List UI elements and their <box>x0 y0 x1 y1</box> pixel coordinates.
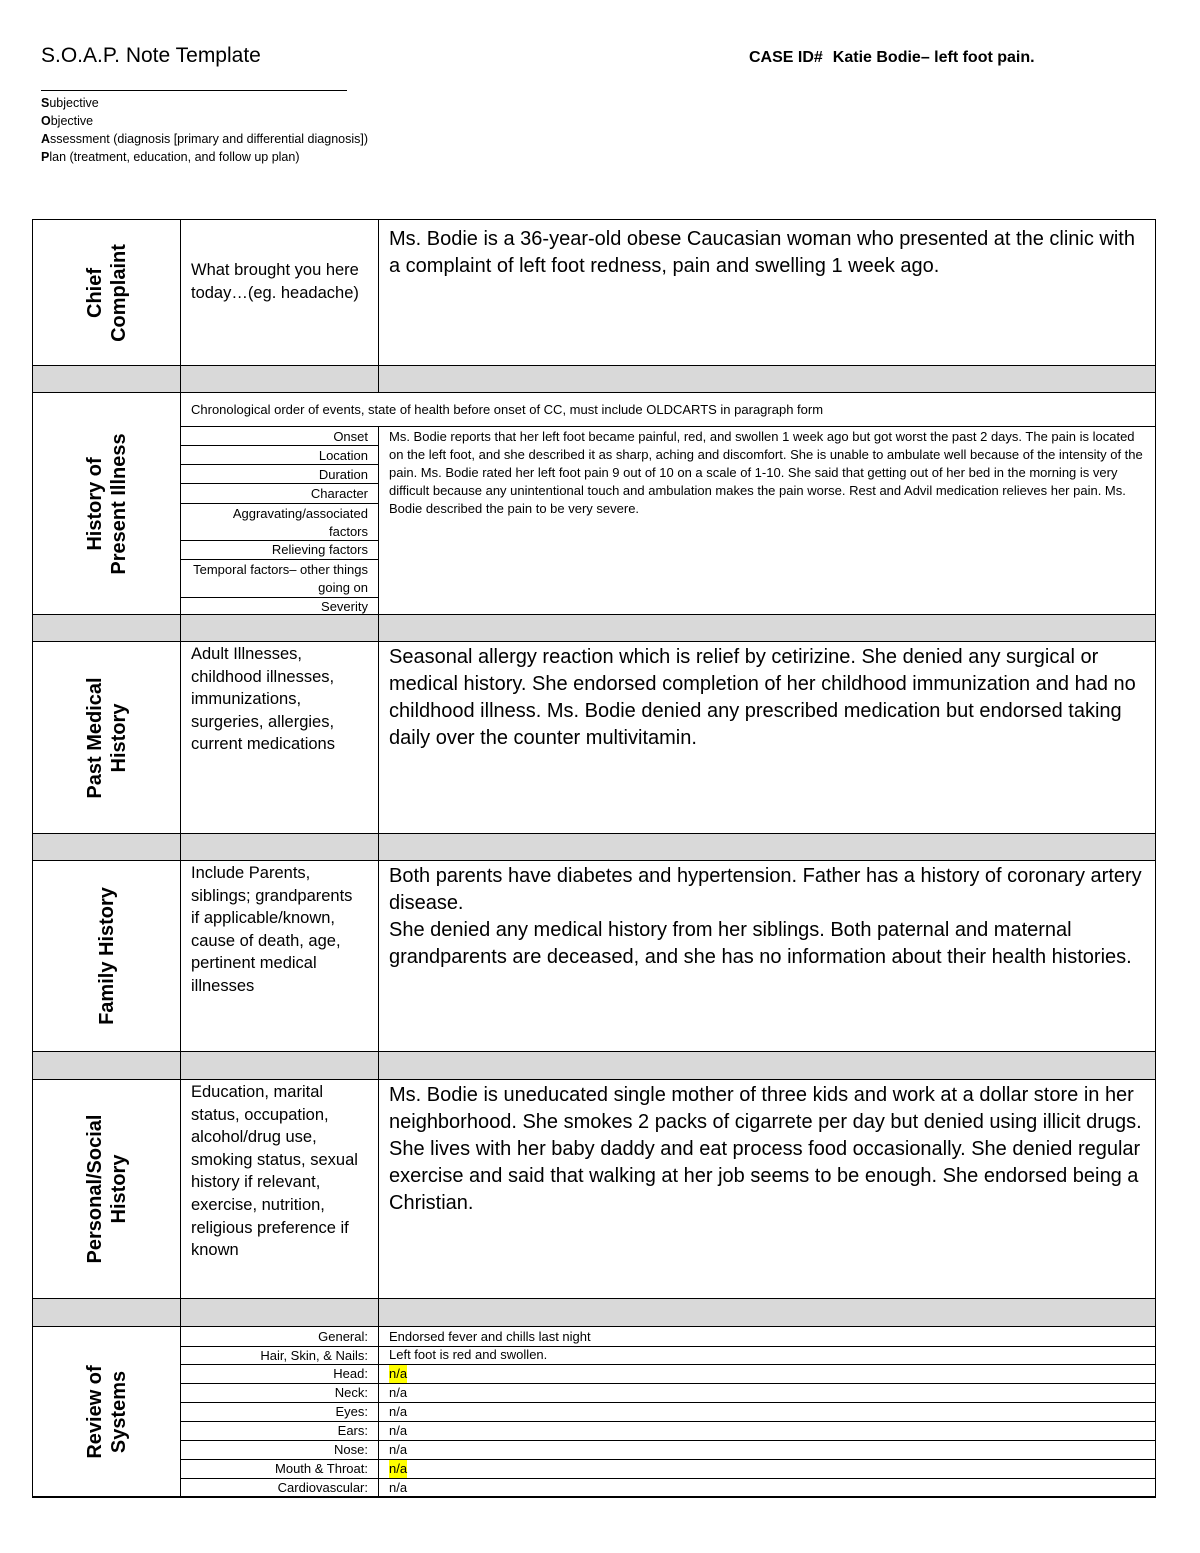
fh-answer-p1: Both parents have diabetes and hypertension. Father has a history of coronary artery disease. <box>389 865 1142 914</box>
hpi-label: History of Present Illness <box>83 432 130 575</box>
pmh-prompt-cell <box>180 641 378 833</box>
pmh-answer: Seasonal allergy reaction which is relief by cetirizine. She denied any surgical or medical history. She endorsed completion of her childhood immunization and had no childhood illness. Ms. Bodie denied any prescribed medication but endorsed taking daily over the counter multivitamin. <box>389 646 1136 749</box>
ros-label-cell <box>32 1326 180 1497</box>
psh-prompt: Education, marital status, occupation, alcohol/drug use, smoking status, sexual history if relevant, exercise, nutrition, religious preference if known <box>191 1083 358 1260</box>
separator-row <box>32 833 180 860</box>
separator-row <box>378 1298 1155 1326</box>
psh-label-cell <box>32 1079 180 1298</box>
cc-answer-cell <box>378 219 1155 365</box>
hpi-instruction: Chronological order of events, state of health before onset of CC, must include OLDCARTS in paragraph form <box>191 402 824 417</box>
separator-row <box>378 614 1155 641</box>
ros-system: Ears: <box>337 1423 368 1438</box>
hpi-item-relieving: Relieving factors <box>271 542 368 557</box>
separator-row <box>180 1051 378 1079</box>
hpi-item-onset: Onset <box>333 429 368 444</box>
separator-row <box>32 1298 180 1326</box>
hpi-item-location: Location <box>318 448 368 463</box>
ros-system: Mouth & Throat: <box>275 1461 368 1476</box>
cc-label: Chief Complaint <box>83 243 130 342</box>
pmh-answer-cell <box>378 641 1155 833</box>
hpi-answer: Ms. Bodie reports that her left foot became painful, red, and swollen 1 week ago but got worst the past 2 days. The pain is located on the left foot, and she described it as sharp, aching and discomfort. She is unable to ambulate well because of the intensity of the pain. Ms. Bodie rated her left foot pain 9 out of 10 on a scale of 1-10. She said that getting out of her bed in the morning is very difficult because any unintentional touch and ambulation makes the pain worse. Rest and Advil medication relieves her pain. Ms. Bodie described the pain to be very severe. <box>389 429 1143 516</box>
fh-label: Family History <box>95 887 118 1025</box>
ros-system: Cardiovascular: <box>277 1480 368 1495</box>
ros-systems-cell <box>180 1326 378 1497</box>
separator-row <box>378 833 1155 860</box>
separator-row <box>378 365 1155 392</box>
case-id-label: CASE ID# <box>749 49 823 66</box>
ros-finding-highlighted: n/a <box>389 1366 408 1381</box>
ros-finding: n/a <box>389 1480 408 1495</box>
hpi-answer-cell <box>378 426 1155 614</box>
title-underline <box>41 90 347 91</box>
fh-prompt: Include Parents, siblings; grandparents if applicable/known, cause of death, age, pertinent medical illnesses <box>191 864 353 995</box>
hpi-instruction-cell <box>180 392 1155 426</box>
ros-system: Head: <box>333 1366 368 1381</box>
fh-answer-p2: She denied any medical history from her siblings. Both paternal and maternal grandparents are deceased, and she has no information about their health histories. <box>389 919 1132 968</box>
ros-system: Hair, Skin, & Nails: <box>260 1348 368 1363</box>
hpi-item-aggravating: Aggravating/associated factors <box>232 506 368 539</box>
legend-item: Assessment (diagnosis [primary and differential diagnosis]) <box>41 132 369 146</box>
fh-answer <box>389 863 1147 971</box>
cc-label-cell <box>32 219 180 365</box>
fh-prompt-cell <box>180 860 378 1051</box>
pmh-label: Past Medical History <box>83 676 130 799</box>
soap-table <box>32 219 1156 1499</box>
separator-row <box>32 365 180 392</box>
separator-row <box>32 1051 180 1079</box>
pmh-label-cell <box>32 641 180 833</box>
ros-finding-highlighted: n/a <box>389 1461 408 1476</box>
case-id-value: Katie Bodie– left foot pain. <box>832 49 1035 66</box>
cc-prompt: What brought you here today…(eg. headache) <box>191 261 359 302</box>
ros-finding: Endorsed fever and chills last night <box>389 1329 591 1344</box>
pmh-prompt: Adult Illnesses, childhood illnesses, immunizations, surgeries, allergies, current medications <box>191 645 335 754</box>
ros-label: Review of Systems <box>83 1364 130 1459</box>
psh-label: Personal/Social History <box>83 1114 130 1264</box>
separator-row <box>378 1051 1155 1079</box>
hpi-item-temporal: Temporal factors– other things going on <box>193 562 368 595</box>
fh-answer-cell <box>378 860 1155 1051</box>
ros-system: Neck: <box>334 1385 368 1400</box>
ros-findings-cell <box>378 1326 1155 1497</box>
psh-answer-cell <box>378 1079 1155 1298</box>
hpi-item-duration: Duration <box>318 467 368 482</box>
legend-item: Subjective <box>41 96 99 110</box>
ros-system: Nose: <box>334 1442 368 1457</box>
page-title: S.O.A.P. Note Template <box>41 44 261 67</box>
ros-finding: n/a <box>389 1442 408 1457</box>
table-right-border <box>1155 219 1156 1498</box>
hpi-label-cell <box>32 392 180 614</box>
fh-label-cell <box>32 860 180 1051</box>
psh-prompt-cell <box>180 1079 378 1298</box>
psh-answer: Ms. Bodie is uneducated single mother of three kids and work at a dollar store in her neighborhood. She smokes 2 packs of cigarrete per day but denied using illicit drugs. She lives with her baby daddy and eat process food occasionally. She denied regular exercise and said that walking at her job seems to be enough. She endorsed being a Christian. <box>389 1084 1142 1214</box>
ros-finding: Left foot is red and swollen. <box>389 1347 548 1362</box>
ros-finding: n/a <box>389 1423 408 1438</box>
ros-system: Eyes: <box>335 1404 368 1419</box>
legend-item: Objective <box>41 114 94 128</box>
ros-finding: n/a <box>389 1404 408 1419</box>
ros-finding: n/a <box>389 1385 408 1400</box>
separator-row <box>32 614 180 641</box>
hpi-item-severity: Severity <box>321 599 368 614</box>
hpi-items-cell <box>180 426 378 614</box>
legend-item: Plan (treatment, education, and follow up plan) <box>41 150 300 164</box>
separator-row <box>180 365 378 392</box>
ros-system: General: <box>318 1329 368 1344</box>
case-id <box>749 49 1035 67</box>
separator-row <box>180 1298 378 1326</box>
separator-row <box>180 833 378 860</box>
cc-answer: Ms. Bodie is a 36-year-old obese Caucasian woman who presented at the clinic with a complaint of left foot redness, pain and swelling 1 week ago. <box>389 228 1135 277</box>
separator-row <box>180 614 378 641</box>
soap-legend <box>41 94 368 166</box>
cc-prompt-cell <box>180 219 378 365</box>
table-bottom-border <box>32 1497 1156 1498</box>
hpi-item-character: Character <box>310 486 368 501</box>
